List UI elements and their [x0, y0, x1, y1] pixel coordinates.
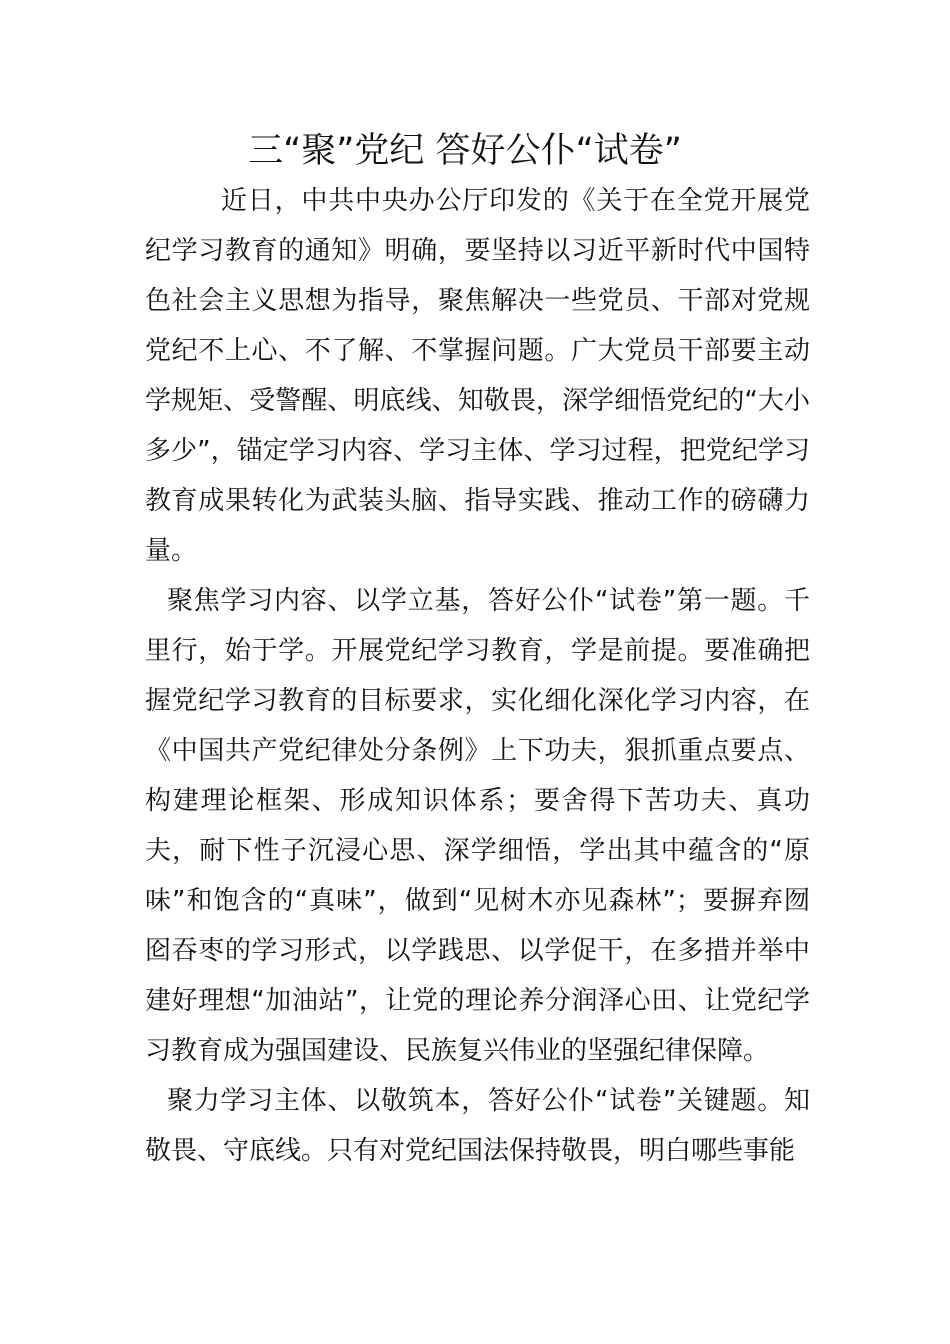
document-body: [145, 176, 810, 1176]
paragraph-intro: 近日，中共中央办公厅印发的《关于在全党开展党纪学习教育的通知》明确，要坚持以习近平新时代中国特色社会主义思想为指导，聚焦解决一些党员、干部对党规党纪不上心、不了解、不掌握问题。广大党员干部要主动学规矩、受警醒、明底线、知敬畏，深学细悟党纪的“大小多少”，锚定学习内容、学习主体、学习过程，把党纪学习教育成果转化为武装头脑、指导实践、推动工作的磅礴力量。: [145, 186, 810, 566]
paragraph-study-subject: 聚力学习主体、以敬筑本，答好公仆“试卷”关键题。知敬畏、守底线。只有对党纪国法保持敬畏，明白哪些事能: [145, 1086, 810, 1166]
document-title: 三“聚”党纪 答好公仆“试卷”: [248, 131, 682, 171]
paragraph-study-content: 聚焦学习内容、以学立基，答好公仆“试卷”第一题。千里行，始于学。开展党纪学习教育，学是前提。要准确把握党纪学习教育的目标要求，实化细化深化学习内容，在《中国共产党纪律处分条例》上下功夫，狠抓重点要点、构建理论框架、形成知识体系；要舍得下苦功夫、真功夫，耐下性子沉浸心思、深学细悟，学出其中蕴含的“原味”和饱含的“真味”，做到“见树木亦见森林”；要摒弃囫囵吞枣的学习形式，以学践思、以学促干，在多措并举中建好理想“加油站”，让党的理论养分润泽心田、让党纪学习教育成为强国建设、民族复兴伟业的坚强纪律保障。: [145, 586, 810, 1066]
